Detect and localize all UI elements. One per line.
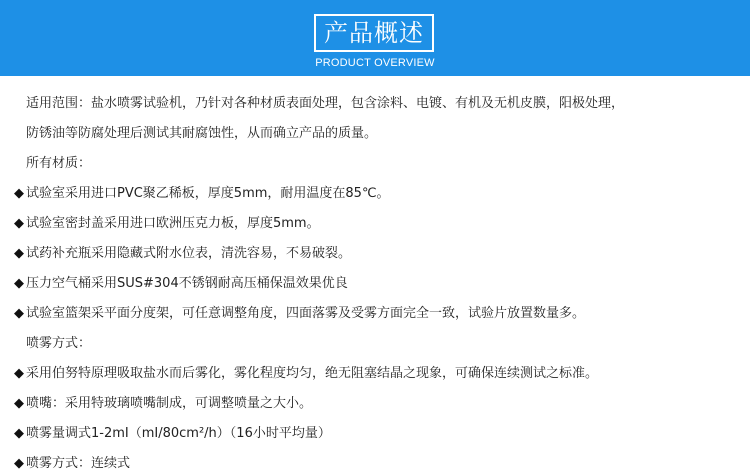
page-title: 产品概述 (314, 14, 434, 52)
bullet-marker: ◆ (14, 366, 24, 381)
text-line (14, 94, 744, 124)
bullet-marker: ◆ (14, 396, 24, 411)
line-text: 喷嘴：采用特玻璃喷嘴制成，可调整喷量之大小。 (26, 396, 313, 411)
bullet-marker: ◆ (14, 276, 24, 291)
bullet-marker: ◆ (14, 456, 24, 471)
list-item (14, 424, 744, 454)
line-text: 防锈油等防腐处理后测试其耐腐蚀性，从而确立产品的质量。 (26, 126, 378, 141)
section-heading (14, 154, 744, 184)
line-text: 压力空气桶采用SUS#304不锈钢耐高压桶保温效果优良 (26, 276, 348, 291)
line-text: 试药补充瓶采用隐藏式附水位表，清洗容易，不易破裂。 (26, 246, 352, 261)
bullet-marker: ◆ (14, 306, 24, 321)
text-line (14, 124, 744, 154)
line-text: 试验室篮架采平面分度架，可任意调整角度，四面落雾及受雾方面完全一致，试验片放置数量多。 (26, 306, 586, 321)
list-item (14, 274, 744, 304)
line-text: 采用伯努特原理吸取盐水而后雾化，雾化程度均匀，绝无阻塞结晶之现象，可确保连续测试之标准。 (26, 366, 599, 381)
list-item (14, 394, 744, 424)
line-text: 喷雾量调式1-2mI（mI/80cm²/h）（16小时平均量） (26, 426, 331, 441)
list-item (14, 184, 744, 214)
line-text: 试验室密封盖采用进口欧洲压克力板，厚度5mm。 (26, 216, 320, 231)
line-text: 喷雾方式：连续式 (26, 456, 131, 471)
line-text: 试验室采用进口PVC聚乙稀板，厚度5mm，耐用温度在85℃。 (26, 186, 390, 201)
overview-content (14, 94, 744, 476)
page-subtitle: PRODUCT OVERVIEW (315, 57, 435, 69)
line-text: 喷雾方式： (26, 336, 92, 351)
list-item (14, 244, 744, 274)
section-heading (14, 334, 744, 364)
line-text: 适用范围：盐水喷雾试验机，乃针对各种材质表面处理，包含涂料、电镀、有机及无机皮膜，阳极处理， (26, 96, 625, 111)
list-item (14, 454, 744, 476)
list-item (14, 364, 744, 394)
bullet-marker: ◆ (14, 426, 24, 441)
header-banner (0, 0, 750, 76)
bullet-marker: ◆ (14, 246, 24, 261)
bullet-marker: ◆ (14, 216, 24, 231)
list-item (14, 304, 744, 334)
list-item (14, 214, 744, 244)
line-text: 所有材质： (26, 156, 92, 171)
bullet-marker: ◆ (14, 186, 24, 201)
